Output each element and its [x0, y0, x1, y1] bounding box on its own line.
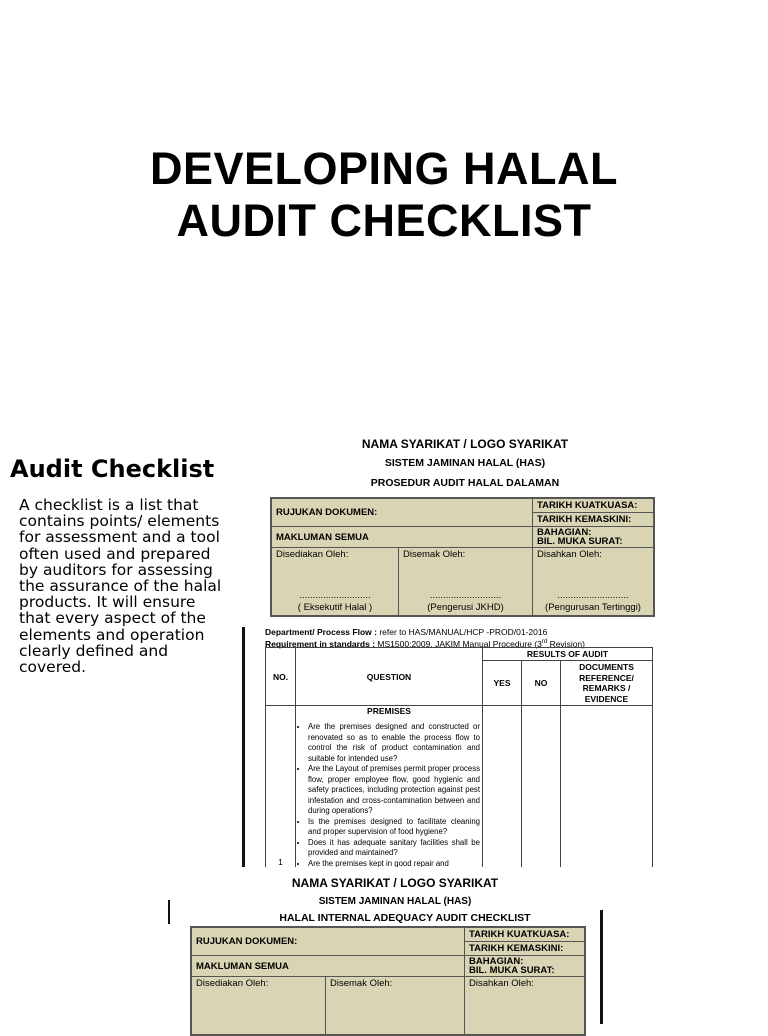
section-heading: Audit Checklist — [10, 455, 215, 483]
question-item: • Is the premises designed to facilitate cleaning and proper supervision of food hygiene? — [308, 817, 480, 838]
form2-system: SISTEM JAMINAN HALAL (HAS) — [318, 896, 472, 907]
form1-prepared-by: Disediakan Oleh: — [276, 549, 349, 560]
form2-effective-date: TARIKH KUATKUASA: — [465, 928, 585, 942]
form1-page-no: BIL. MUKA SURAT: — [537, 536, 623, 547]
image-border-left — [168, 900, 170, 924]
form2-header-box — [190, 926, 586, 1036]
no-cell — [522, 706, 561, 868]
col-question: QUESTION — [296, 648, 483, 706]
col-no: NO. — [266, 648, 296, 706]
checklist-table-image — [242, 627, 653, 867]
form1-checked-by: Disemak Oleh: — [403, 549, 466, 560]
question-list — [298, 722, 480, 867]
yes-cell — [483, 706, 522, 868]
body-paragraph: A checklist is a list that contains points/ elements for assessment and a tool often used and prepared by auditors for assessing the assurance of the halal products. It will ensure that every aspect of the elements and operation clearly defined and covered. — [19, 496, 222, 677]
form2-approved-cell — [465, 977, 585, 1035]
form1-info-all: MAKLUMAN SEMUA — [272, 527, 533, 548]
form1-approved-by: Disahkan Oleh: — [537, 549, 602, 560]
question-item: • Does it has adequate sanitary facilities shall be provided and maintained? — [308, 838, 480, 859]
form1-checked-dots: ........................... — [429, 590, 502, 601]
form1-prepared-role: ( Eksekutif Halal ) — [297, 602, 373, 613]
form1-header-box — [270, 497, 655, 617]
form1-section: BAHAGIAN: — [537, 527, 592, 538]
form1-checked-role: (Pengerusi JKHD) — [427, 602, 504, 613]
form2-procedure: HALAL INTERNAL ADEQUACY AUDIT CHECKLIST — [279, 912, 531, 924]
req-end: Revision) — [547, 638, 585, 649]
question-cell — [296, 706, 483, 868]
form1-ref-doc: RUJUKAN DOKUMEN: — [272, 499, 533, 527]
dept-value: refer to HAS/MANUAL/HCP -PROD/01-2016 — [376, 627, 548, 637]
col-results: RESULTS OF AUDIT — [483, 648, 653, 661]
form2-section-page — [465, 956, 585, 977]
form2-checked-by: Disemak Oleh: — [330, 978, 393, 989]
checklist-table — [265, 647, 653, 867]
req-value: MS1500:2009, JAKIM Manual Procedure (3 — [375, 638, 542, 649]
req-label: Requirement in standards : — [265, 638, 376, 649]
form1-effective-date: TARIKH KUATKUASA: — [533, 499, 654, 513]
form2-ref-doc: RUJUKAN DOKUMEN: — [192, 928, 465, 956]
form1-prepared-cell — [272, 548, 399, 616]
question-item: • Are the premises kept in good repair and — [308, 859, 480, 868]
question-item: • Are the premises designed and constructed or renovated so as to enable the process flow to control the risk of product contamination and suitable for intended use? — [308, 722, 480, 764]
col-docs: DOCUMENTS REFERENCE/ REMARKS / EVIDENCE — [561, 661, 653, 706]
form2-prepared-cell — [192, 977, 326, 1035]
title-line-2: AUDIT CHECKLIST — [176, 195, 592, 246]
form2-approved-by: Disahkan Oleh: — [469, 978, 534, 989]
form1-approved-role: (Pengurusan Tertinggi) — [545, 602, 641, 613]
image-border-right — [600, 910, 603, 1024]
form1-approved-cell — [533, 548, 654, 616]
form1-section-page — [533, 527, 654, 548]
form1-company: NAMA SYARIKAT / LOGO SYARIKAT — [361, 437, 569, 451]
title-line-1: DEVELOPING HALAL — [149, 143, 619, 194]
col-no-answer: NO — [522, 661, 561, 706]
question-item: • Are the Layout of premises permit proper process flow, proper employee flow, good hygienic and safety practices, including protection against pest infestation and cross-contamination between and during operations? — [308, 764, 480, 817]
form1-procedure: PROSEDUR AUDIT HALAL DALAMAN — [370, 477, 560, 489]
form1-system: SISTEM JAMINAN HALAL (HAS) — [384, 457, 546, 469]
form2-company: NAMA SYARIKAT / LOGO SYARIKAT — [291, 876, 499, 890]
form1-update-date: TARIKH KEMASKINI: — [533, 513, 654, 527]
dept-label: Department/ Process Flow : — [265, 627, 377, 637]
form2-prepared-by: Disediakan Oleh: — [196, 978, 269, 989]
form1-prepared-dots: ........................... — [299, 590, 371, 601]
docs-cell — [561, 706, 653, 868]
form2-page-no: BIL. MUKA SURAT: — [469, 965, 555, 976]
form2-info-all: MAKLUMAN SEMUA — [192, 956, 465, 977]
req-sup: rd — [541, 639, 548, 645]
form1-approved-dots: ........................... — [557, 590, 629, 601]
col-yes: YES — [483, 661, 522, 706]
form2-section: BAHAGIAN: — [469, 956, 524, 967]
form1-checked-cell — [399, 548, 533, 616]
section-premises: PREMISES — [367, 706, 411, 716]
slide-title — [0, 143, 768, 247]
form2-update-date: TARIKH KEMASKINI: — [465, 942, 585, 956]
form2-checked-cell — [326, 977, 465, 1035]
row-number: 1 — [266, 706, 296, 868]
